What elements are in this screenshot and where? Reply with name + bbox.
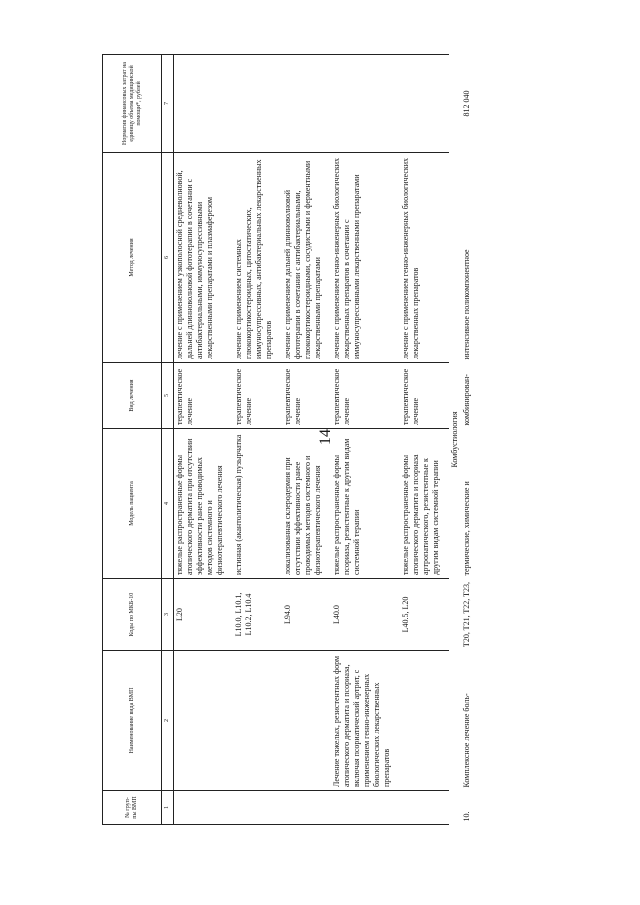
header-cost: Норматив финансовых затрат на единицу объема медицинской помощи*, рублей [103, 55, 162, 153]
table-row [174, 55, 234, 825]
cell-group: 10. [462, 811, 471, 822]
header-number: 7 [162, 55, 174, 153]
cell-cost [331, 55, 400, 153]
cell-codes: L94.0 [282, 579, 331, 651]
vmp-table-container [102, 55, 538, 825]
cell-codes: L40.0 [331, 579, 400, 651]
table-row [331, 55, 400, 825]
cell-patient-model: тяжелые распространенные формы псориаза, резистентные к другим видам системной терапии [331, 429, 400, 579]
cell-group [282, 791, 331, 825]
cell-vmp-name [282, 651, 331, 791]
cell-group [174, 791, 234, 825]
cell-cost [174, 55, 234, 153]
cell-group [233, 791, 282, 825]
cell-treatment-type: комбинирован- [462, 374, 471, 426]
header-number: 5 [162, 363, 174, 429]
header-vmp-name: Наименование вида ВМП [103, 651, 162, 791]
cell-patient-model: локализованная склеродермия при отсутствии эффективности ранее проводимых методов системного и физиотерапевтического лечения [282, 429, 331, 579]
cell-method: лечение с применением дальней длинноволновой фототерапии в сочетании с антибактериальными, глюкокортикостероидными, сосудистыми и ферментными лекарственными препаратами [282, 153, 331, 363]
cell-patient-model: истинная (акантолитическая) пузырчатка [233, 429, 282, 579]
page-number: 14 [317, 429, 334, 445]
cell-vmp-name [400, 651, 449, 791]
cell-group [400, 791, 449, 825]
header-row [103, 55, 162, 825]
cell-codes: L40.5, L20 [400, 579, 449, 651]
header-treatment-type: Вид лечения [103, 363, 162, 429]
table-row [233, 55, 282, 825]
cell-cost [233, 55, 282, 153]
cell-cost [400, 55, 449, 153]
cell-treatment-type: терапевтическое лечение [400, 363, 449, 429]
header-number: 1 [162, 791, 174, 825]
header-number: 2 [162, 651, 174, 791]
cell-method: лечение с применением системных глюкокортикостероидных, цитостатических, иммуносупрессивных, антибактериальных лекарственных препаратов [233, 153, 282, 363]
table-row [461, 55, 480, 825]
section-title: Комбустиология [450, 411, 459, 468]
table-row [282, 55, 331, 825]
cell-treatment-type: терапевтическое лечение [331, 363, 400, 429]
table-row [400, 55, 449, 825]
cell-patient-model: термические, химические и [462, 481, 471, 576]
cell-codes: L20 [174, 579, 234, 651]
header-codes: Коды по МКБ-10 [103, 579, 162, 651]
cell-method: лечение с применением узкополосной средневолновой, дальней длинноволновой фототерапии в сочетании с антибактериальными, иммуносупрессивными лекарственными препаратами и плазмаферезом [174, 153, 234, 363]
section-row [449, 55, 461, 825]
header-numbers-row [162, 55, 174, 825]
cell-group [331, 791, 400, 825]
cell-method: лечение с применением генно-инженерных биологических лекарственных препаратов [400, 153, 449, 363]
cell-codes: T20, T21, T22, T23, [462, 581, 471, 648]
header-number: 6 [162, 153, 174, 363]
cell-treatment-type: терапевтическое лечение [233, 363, 282, 429]
cell-method: интенсивное поликомпонентное [462, 249, 471, 360]
cell-codes: L10.0, L10.1, L10.2, L10.4 [233, 579, 282, 651]
header-number: 4 [162, 429, 174, 579]
cell-treatment-type: терапевтическое лечение [174, 363, 234, 429]
vmp-table [102, 54, 480, 825]
header-method: Метод лечения [103, 153, 162, 363]
cell-cost [282, 55, 331, 153]
cell-vmp-name [174, 651, 234, 791]
cell-cost: 812 040 [462, 90, 471, 117]
header-patient-model: Модель пациента [103, 429, 162, 579]
cell-vmp-name [233, 651, 282, 791]
cell-treatment-type: терапевтическое лечение [282, 363, 331, 429]
cell-vmp-name: Лечение тяжелых, резистентных форм атопического дерматита и псориаза, включая псориатический артрит, с применением генно-инженерных биологических лекарственных препаратов [331, 651, 400, 791]
cell-method: лечение с применением генно-инженерных биологических лекарственных препаратов в сочетании с иммуносупрессивными лекарственными препаратами [331, 153, 400, 363]
cell-patient-model: тяжелые распространенные формы атопического дерматита и псориаза артропатического, резистентные к другим видам системной терапии [400, 429, 449, 579]
header-group: № груп- пы ВМП [103, 791, 162, 825]
cell-vmp-name: Комплексное лечение боль- [462, 693, 471, 788]
header-number: 3 [162, 579, 174, 651]
cell-patient-model: тяжелые распространенные формы атопического дерматита при отсутствии эффективности ранее проводимых методов системного и физиотерапевтического лечения [174, 429, 234, 579]
